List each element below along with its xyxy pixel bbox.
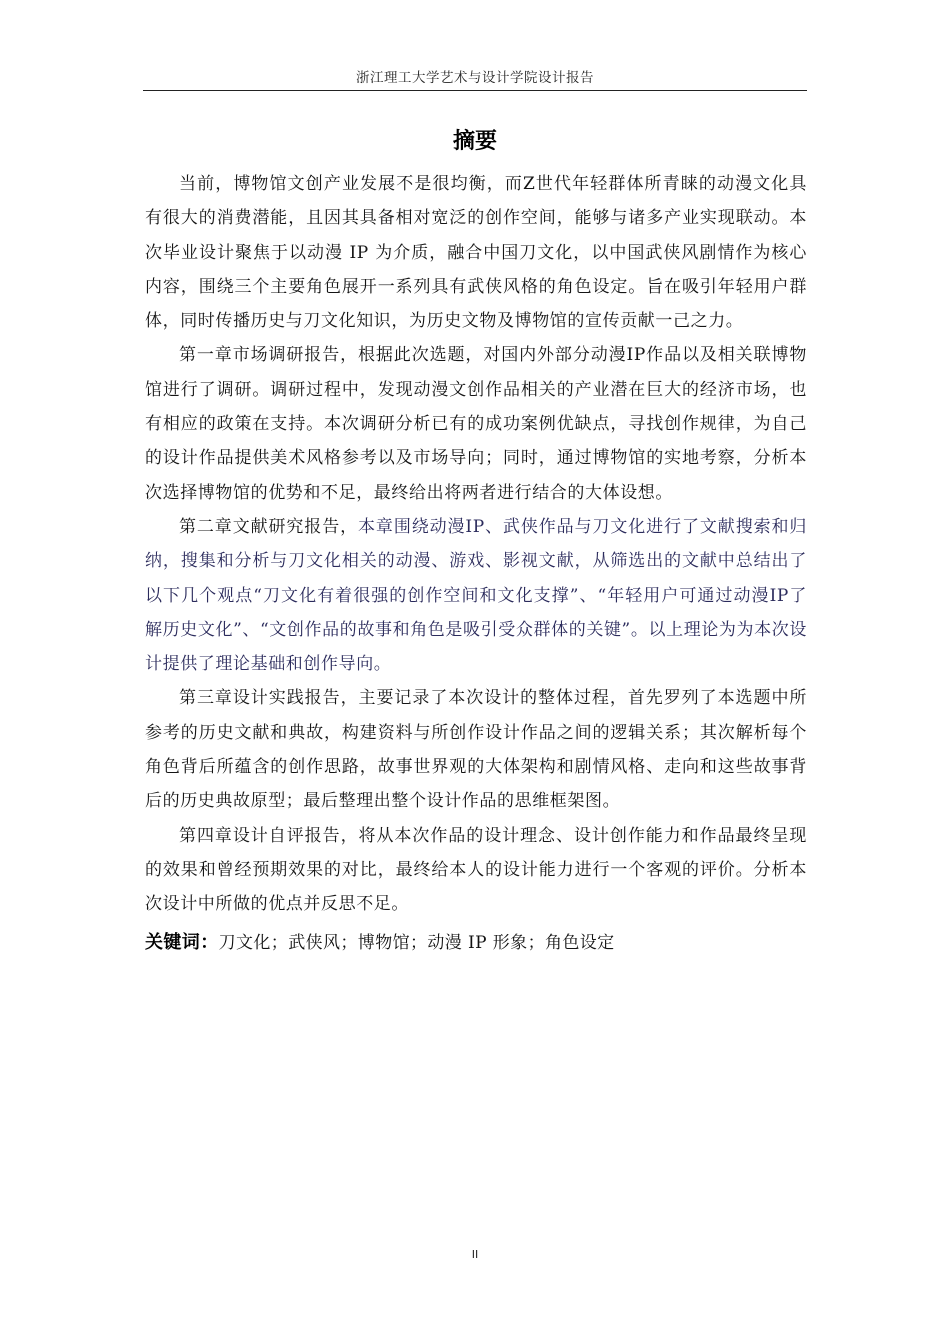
abstract-title: 摘要 (452, 129, 497, 154)
running-header: 浙江理工大学艺术与设计学院设计报告 (356, 70, 594, 86)
keywords-label: 关键词： (145, 931, 219, 953)
abstract-paragraph-intro: 当前，博物馆文创产业发展不是很均衡，而Z世代年轻群体所青睐的动漫文化具有很大的消费潜能，且因其具备相对宽泛的创作空间，能够与诸多产业实现联动。本次毕业设计聚焦于以动漫 IP 为介质，融合中国刀文化，以中国武侠风剧情作为核心内容，围绕三个主要角色展开一系列具有武侠风格的角色设定。旨在吸引年轻用户群体，同时传播历史与刀文化知识，为历史文物及博物馆的宣传贡献一己之力。 (145, 174, 807, 332)
abstract-paragraph-chapter-4: 第四章设计自评报告，将从本次作品的设计理念、设计创作能力和作品最终呈现的效果和曾经预期效果的对比，最终给本人的设计能力进行一个客观的评价。分析本次设计中所做的优点并反思不足。 (145, 825, 807, 915)
abstract-paragraph-chapter-3: 第三章设计实践报告，主要记录了本次设计的整体过程，首先罗列了本选题中所参考的历史文献和典故，构建资料与所创作设计作品之间的逻辑关系；其次解析每个角色背后所蕴含的创作思路，故事世界观的大体架构和剧情风格、走向和这些故事背后的历史典故原型；最后整理出整个设计作品的思维框架图。 (145, 688, 807, 812)
page-number: II (471, 1248, 479, 1261)
abstract-body (145, 167, 807, 960)
keywords-value: 刀文化；武侠风；博物馆；动漫 IP 形象；角色设定 (218, 932, 615, 953)
chapter-2-summary: 本章围绕动漫IP、武侠作品与刀文化进行了文献搜索和归纳，搜集和分析与刀文化相关的动漫、游戏、影视文献，从筛选出的文献中总结出了以下几个观点“刀文化有着很强的创作空间和文化支撑”、“年轻用户可通过动漫IP了解历史文化”、“文创作品的故事和角色是吸引受众群体的关键”。以上理论为为本次设计提供了理论基础和创作导向。 (145, 516, 807, 675)
chapter-2-lead: 第二章文献研究报告， (179, 516, 359, 537)
abstract-paragraph-chapter-2 (145, 510, 807, 681)
abstract-paragraph-chapter-1: 第一章市场调研报告，根据此次选题，对国内外部分动漫IP作品以及相关联博物馆进行了调研。调研过程中，发现动漫文创作品相关的产业潜在巨大的经济市场，也有相应的政策在支持。本次调研分析已有的成功案例优缺点，寻找创作规律，为自己的设计作品提供美术风格参考以及市场导向；同时，通过博物馆的实地考察，分析本次选择博物馆的优势和不足，最终给出将两者进行结合的大体设想。 (145, 345, 807, 503)
header-divider (143, 90, 807, 91)
keywords-line (145, 926, 807, 960)
